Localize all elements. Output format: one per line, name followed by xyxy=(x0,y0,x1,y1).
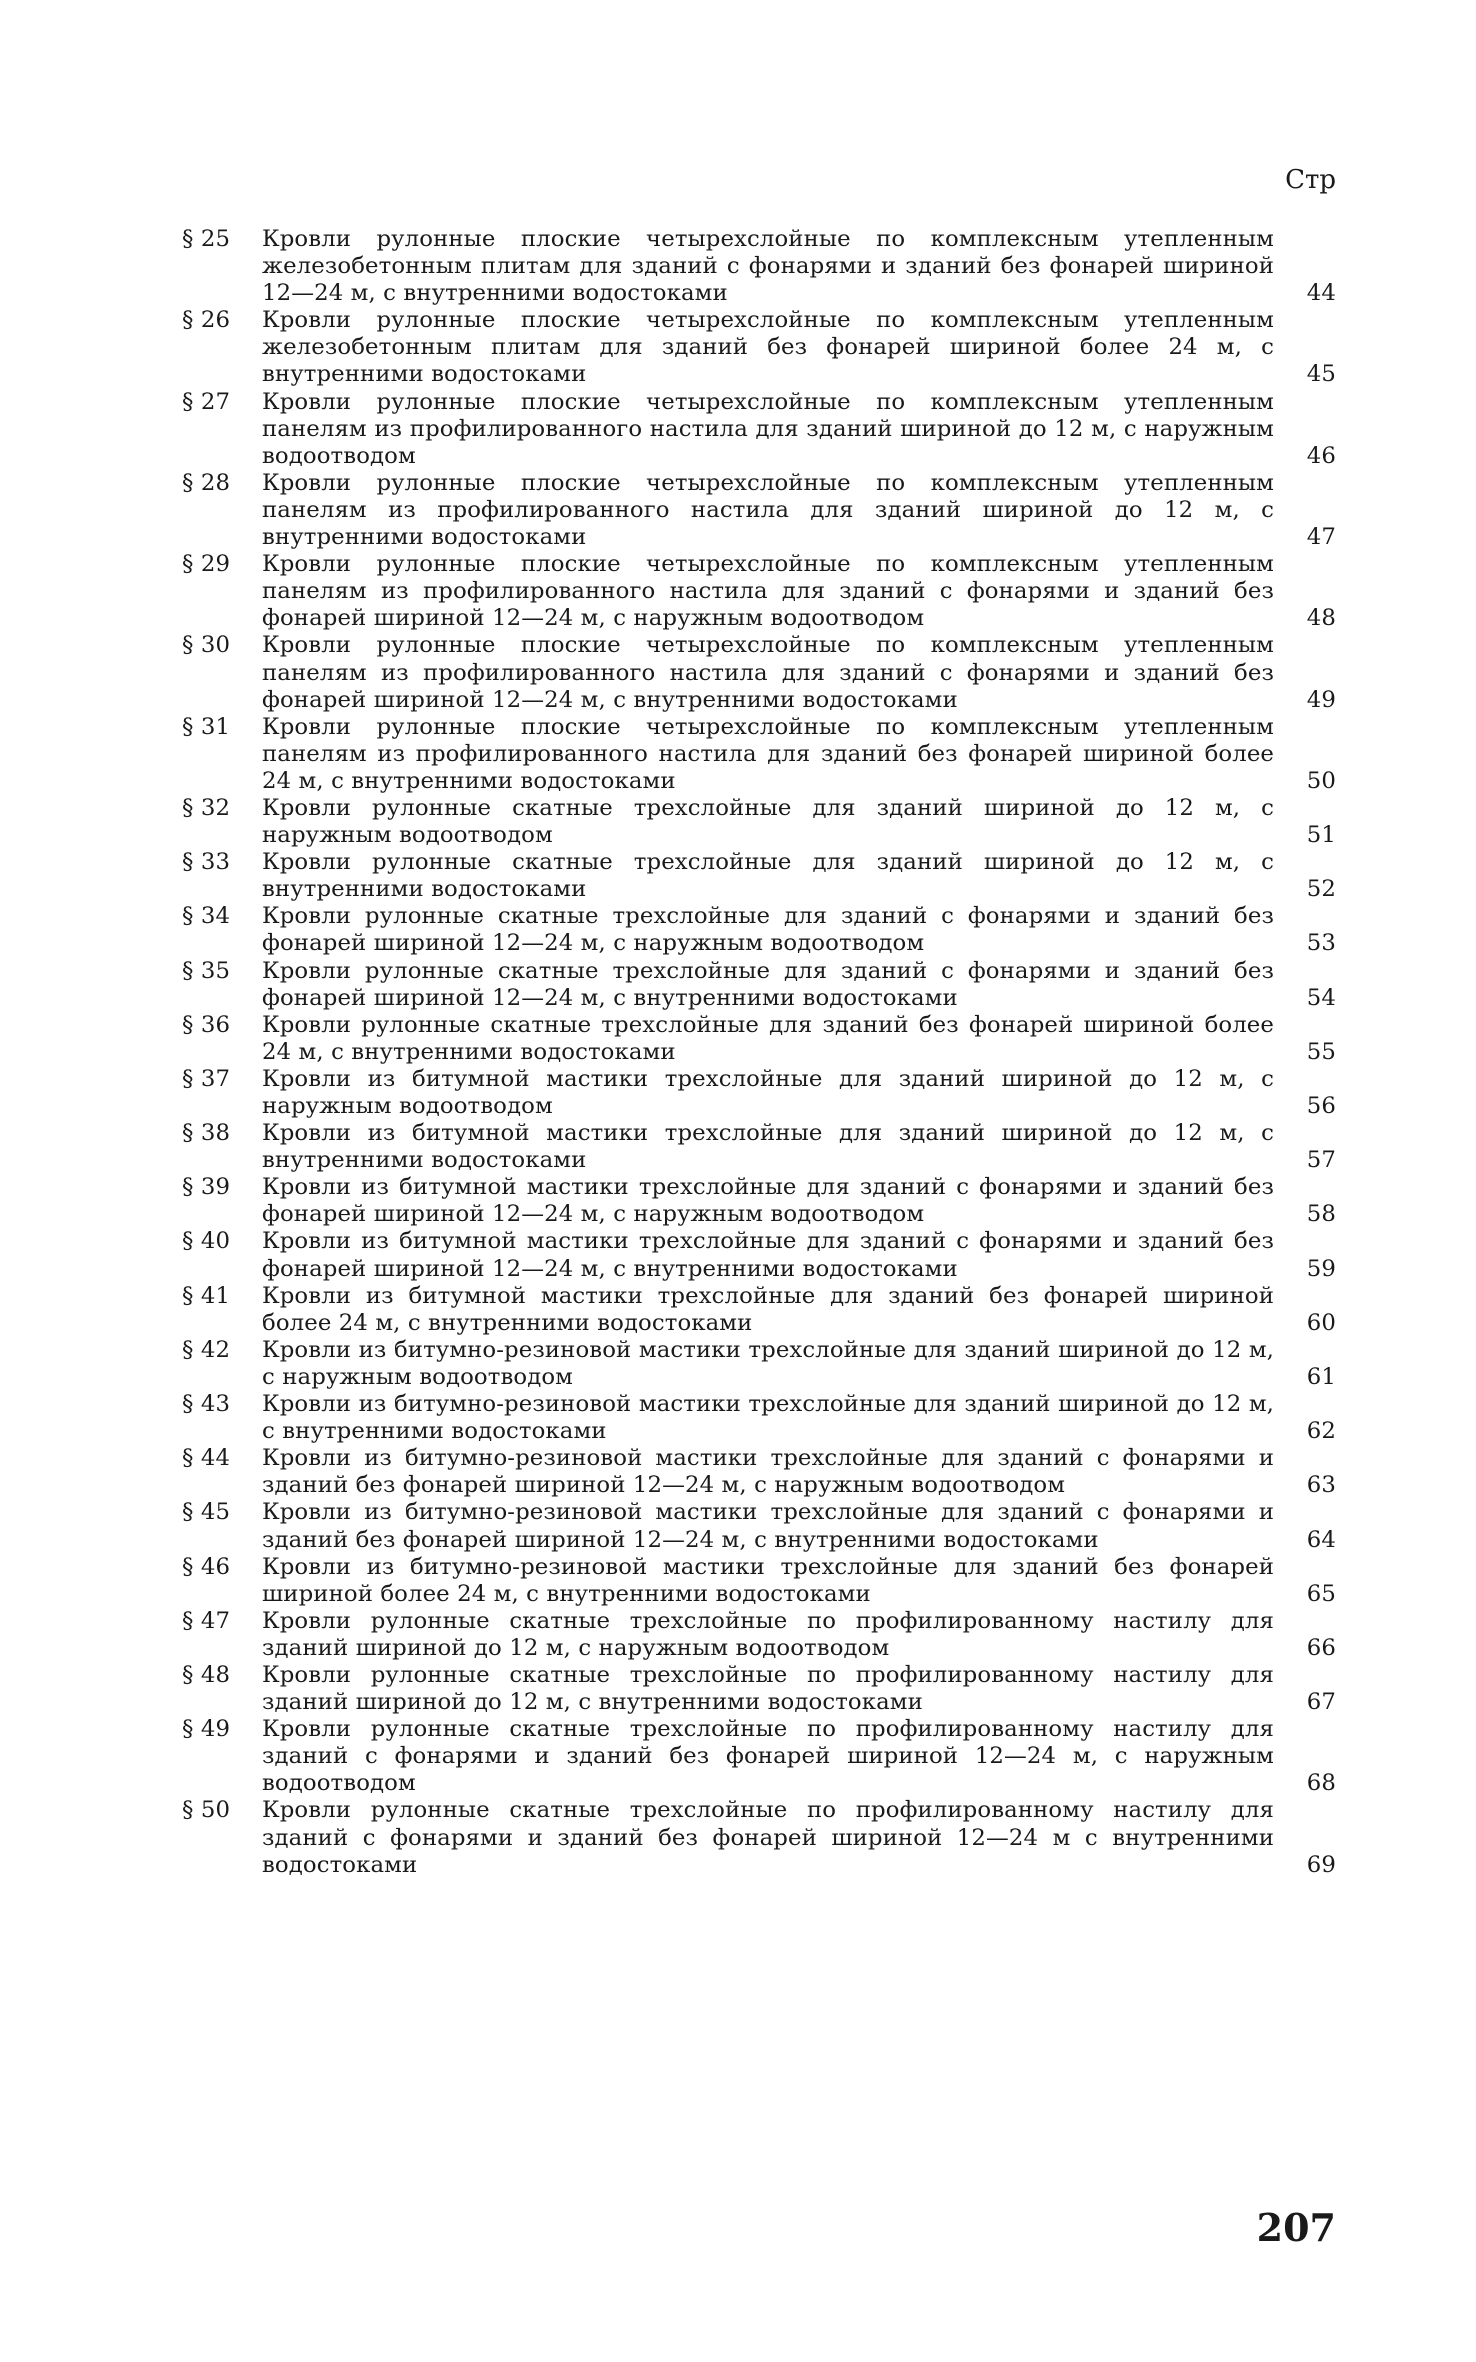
section-page: 59 xyxy=(1306,1255,1336,1282)
section-number: § 49 xyxy=(182,1716,231,1743)
toc-entry xyxy=(182,632,1336,713)
toc-entry xyxy=(182,1283,1336,1337)
toc-entry xyxy=(182,470,1336,551)
section-page: 63 xyxy=(1306,1472,1336,1499)
section-number: § 50 xyxy=(182,1797,231,1824)
page-column-header: Стр xyxy=(1285,165,1336,195)
toc-entry xyxy=(182,1554,1336,1608)
section-number: § 45 xyxy=(182,1499,231,1526)
section-title: Кровли из битумно-резиновой мастики трехслойные для зданий шириной до 12 м, с наружным водоотводом xyxy=(262,1336,1274,1390)
section-title: Кровли рулонные скатные трехслойные для зданий без фонарей шириной более 24 м, с внутренними водостоками xyxy=(262,1011,1274,1065)
section-title: Кровли из битумно-резиновой мастики трехслойные для зданий с фонарями и зданий без фонарей шириной 12—24 м, с наружным водоотводом xyxy=(262,1445,1274,1499)
section-page: 54 xyxy=(1306,984,1336,1011)
section-page: 66 xyxy=(1306,1634,1336,1661)
toc-entry xyxy=(182,795,1336,849)
toc-entry xyxy=(182,1716,1336,1797)
page-number: 207 xyxy=(1256,2205,1336,2250)
section-title: Кровли рулонные скатные трехслойные для зданий шириной до 12 м, с наружным водоотводом xyxy=(262,794,1274,849)
section-number: § 40 xyxy=(182,1228,231,1255)
section-title: Кровли рулонные скатные трехслойные по профилированному настилу для зданий шириной до 12 м, с наружным водоотводом xyxy=(262,1607,1274,1661)
toc-entry xyxy=(182,714,1336,795)
toc-entry xyxy=(182,1445,1336,1499)
section-title: Кровли рулонные скатные трехслойные по профилированному настилу для зданий шириной до 12 м, с внутренними водостоками xyxy=(262,1661,1274,1716)
section-number: § 46 xyxy=(182,1553,231,1580)
section-number: § 25 xyxy=(182,226,231,252)
section-title: Кровли из битумно-резиновой мастики трехслойные для зданий без фонарей шириной более 24 м, с внутренними водостоками xyxy=(262,1553,1274,1607)
section-page: 56 xyxy=(1306,1093,1336,1119)
section-page: 55 xyxy=(1306,1038,1336,1065)
toc-entry xyxy=(182,551,1336,632)
section-title: Кровли рулонные скатные трехслойные по профилированному настилу для зданий с фонарями и зданий без фонарей шириной 12—24 м, с наружным водоотводом xyxy=(262,1716,1274,1797)
section-page: 62 xyxy=(1306,1418,1336,1445)
toc-entry xyxy=(182,1499,1336,1553)
section-page: 52 xyxy=(1306,876,1336,903)
section-number: § 35 xyxy=(182,957,231,984)
toc-entry xyxy=(182,849,1336,903)
section-page: 46 xyxy=(1306,442,1336,469)
toc-entry xyxy=(182,1797,1336,1878)
section-number: § 42 xyxy=(182,1336,231,1363)
toc-entry xyxy=(182,389,1336,470)
section-title: Кровли рулонные скатные трехслойные для зданий шириной до 12 м, с внутренними водостоками xyxy=(262,849,1274,903)
section-page: 48 xyxy=(1306,605,1336,632)
section-title: Кровли из битумно-резиновой мастики трехслойные для зданий с фонарями и зданий без фонарей шириной 12—24 м, с внутренними водостоками xyxy=(262,1499,1274,1553)
toc-entry xyxy=(182,1337,1336,1391)
toc-entry xyxy=(182,958,1336,1012)
section-number: § 29 xyxy=(182,551,231,578)
section-page: 60 xyxy=(1306,1309,1336,1336)
toc-entry xyxy=(182,1012,1336,1066)
section-title: Кровли рулонные плоские четырехслойные по комплексным утепленным панелям из профилированного настила для зданий шириной до 12 м, с наружным водоотводом xyxy=(262,388,1274,469)
section-title: Кровли рулонные скатные трехслойные по профилированному настилу для зданий с фонарями и зданий без фонарей шириной 12—24 м с внутренними водостоками xyxy=(262,1797,1274,1878)
toc-entry xyxy=(182,1120,1336,1174)
toc-entry xyxy=(182,1391,1336,1445)
section-page: 44 xyxy=(1306,280,1336,307)
section-page: 47 xyxy=(1306,524,1336,551)
section-title: Кровли из битумно-резиновой мастики трехслойные для зданий шириной до 12 м, с внутренними водостоками xyxy=(262,1391,1274,1445)
section-number: § 27 xyxy=(182,388,231,415)
section-number: § 44 xyxy=(182,1445,231,1472)
section-number: § 33 xyxy=(182,849,231,876)
section-title: Кровли рулонные плоские четырехслойные по комплексным утепленным панелям из профилированного настила для зданий шириной до 12 м, с внутренними водостоками xyxy=(262,469,1274,551)
section-page: 49 xyxy=(1306,686,1336,713)
section-page: 53 xyxy=(1306,930,1336,957)
section-number: § 41 xyxy=(182,1282,231,1309)
section-title: Кровли из битумной мастики трехслойные для зданий без фонарей шириной более 24 м, с внутренними водостоками xyxy=(262,1282,1274,1336)
section-number: § 37 xyxy=(182,1065,231,1092)
section-title: Кровли рулонные плоские четырехслойные по комплексным утепленным панелям из профилированного настила для зданий с фонарями и зданий без фонарей шириной 12—24 м, с внутренними водостоками xyxy=(262,632,1274,713)
toc-entry xyxy=(182,1066,1336,1120)
section-page: 67 xyxy=(1306,1689,1336,1716)
section-title: Кровли из битумной мастики трехслойные для зданий с фонарями и зданий без фонарей шириной 12—24 м, с наружным водоотводом xyxy=(262,1174,1274,1228)
section-title: Кровли из битумной мастики трехслойные для зданий шириной до 12 м, с наружным водоотводом xyxy=(262,1065,1274,1119)
section-title: Кровли рулонные плоские четырехслойные по комплексным утепленным железобетонным плитам для зданий без фонарей шириной более 24 м, с внутренними водостоками xyxy=(262,307,1274,388)
toc-entry xyxy=(182,903,1336,957)
section-number: § 31 xyxy=(182,713,231,740)
toc-entry xyxy=(182,1662,1336,1716)
section-number: § 43 xyxy=(182,1391,231,1418)
section-number: § 36 xyxy=(182,1011,231,1038)
section-number: § 30 xyxy=(182,632,231,659)
section-title: Кровли из битумной мастики трехслойные для зданий шириной до 12 м, с внутренними водостоками xyxy=(262,1120,1274,1174)
section-title: Кровли рулонные скатные трехслойные для зданий с фонарями и зданий без фонарей шириной 12—24 м, с внутренними водостоками xyxy=(262,957,1274,1011)
section-title: Кровли рулонные плоские четырехслойные по комплексным утепленным панелям из профилированного настила для зданий без фонарей шириной более 24 м, с внутренними водостоками xyxy=(262,713,1274,794)
section-page: 57 xyxy=(1306,1147,1336,1174)
section-number: § 39 xyxy=(182,1174,231,1201)
section-number: § 28 xyxy=(182,469,231,496)
section-number: § 38 xyxy=(182,1120,231,1147)
section-page: 51 xyxy=(1306,822,1336,849)
section-page: 69 xyxy=(1306,1851,1336,1878)
toc-entry xyxy=(182,307,1336,388)
toc-entry xyxy=(182,226,1336,307)
section-page: 64 xyxy=(1306,1526,1336,1553)
section-number: § 48 xyxy=(182,1661,231,1688)
section-title: Кровли рулонные скатные трехслойные для зданий с фонарями и зданий без фонарей шириной 12—24 м, с наружным водоотводом xyxy=(262,903,1274,957)
section-page: 65 xyxy=(1306,1580,1336,1607)
section-page: 58 xyxy=(1306,1201,1336,1228)
section-title: Кровли рулонные плоские четырехслойные по комплексным утепленным железобетонным плитам для зданий с фонарями и зданий без фонарей шириной 12—24 м, с внутренними водостоками xyxy=(262,226,1274,307)
section-number: § 34 xyxy=(182,903,231,930)
section-page: 61 xyxy=(1306,1363,1336,1390)
table-of-contents xyxy=(182,226,1336,1879)
toc-entry xyxy=(182,1174,1336,1228)
toc-entry xyxy=(182,1608,1336,1662)
section-title: Кровли из битумной мастики трехслойные для зданий с фонарями и зданий без фонарей шириной 12—24 м, с внутренними водостоками xyxy=(262,1228,1274,1282)
section-number: § 47 xyxy=(182,1607,231,1634)
section-number: § 26 xyxy=(182,307,231,334)
section-number: § 32 xyxy=(182,794,231,821)
section-page: 45 xyxy=(1306,361,1336,388)
toc-entry xyxy=(182,1228,1336,1282)
section-page: 50 xyxy=(1306,767,1336,794)
section-title: Кровли рулонные плоские четырехслойные по комплексным утепленным панелям из профилированного настила для зданий с фонарями и зданий без фонарей шириной 12—24 м, с наружным водоотводом xyxy=(262,551,1274,632)
section-page: 68 xyxy=(1306,1770,1336,1797)
